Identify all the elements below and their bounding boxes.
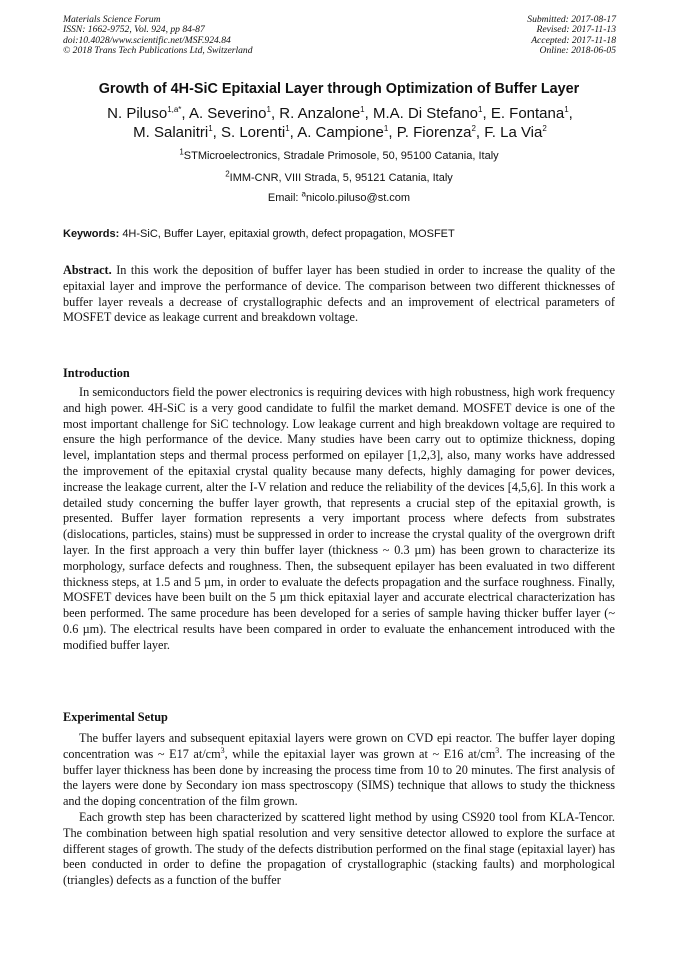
revised-date: Revised: 2017-11-13 [536,24,616,36]
paragraph: In semiconductors field the power electronics is requiring devices with high robustness, high work frequency and high power. 4H-SiC is a very good candidate to fulfil the market demand. MOSFET device is one of the most important challenge for SiC technology. Low leakage current and high breakdown voltage are required to ensure the high performance of the device. Many studies have been carry out to optimize thickness, doping level, implantation steps and thermal process performed on epilayer [1,2,3], also, many works have addressed the improvement of the epitaxial crystal quality because many defects, highly damaging for power devices, increase the leakage current, alter the I-V relation and reduce the reliability of the devices [4,5,6]. In this work a detailed study concerning the buffer layer growth, that represents a crucial step of the epitaxial growth, is presented. Buffer layer formation represents a very important process where defects from substrates (dislocations, particles, stains) must be suppressed in order to increase the crystal quality of the overgrown drift layer. In the first approach a very thin buffer layer (thickness ~ 0.3 µm) has been grown to characterize its morphology, surface defects and roughness. Then, the subsequent epilayer has been evaluated in two different thickness steps, at 1.5 and 5 µm, in order to evaluate the defects propagation and the surface roughness. Finally, MOSFET devices have been built on the 5 µm thick epitaxial layer and accurate electrical characterization has been performed. The same procedure has been developed for a series of sample having thicker buffer layer (~ 0.6 µm). The electrical results have been compared in order to evaluate the enhancement introduced with the modified buffer layer. [63,385,615,652]
online-date: Online: 2018-06-05 [539,45,616,57]
section-heading-introduction: Introduction [63,366,130,380]
experimental-body [63,731,615,889]
author: A. Campione$^1$ [297,124,389,141]
copyright-line: © 2018 Trans Tech Publications Ltd, Switzerland [63,45,253,57]
author: M. Salanitri$^1$ [133,124,213,141]
keywords: Keywords: 4H-SiC, Buffer Layer, epitaxial growth, defect propagation, MOSFET [63,228,455,240]
paper-title: Growth of 4H-SiC Epitaxial Layer through Optimization of Buffer Layer [98,81,580,97]
introduction-body [63,385,615,654]
author: F. La Via$^2$ [484,124,547,141]
journal-name: Materials Science Forum [63,14,161,25]
author: A. Severino$^1$ [188,105,271,122]
issn-line: ISSN: 1662-9752, Vol. 924, pp 84-87 [63,24,205,36]
author: E. Fontana$^1$ [490,105,569,122]
author-list: N. Piluso$^{1,a*}$, A. Severino$^1$, R. Anzalone$^1$, M.A. Di Stefano$^1$, E. Fontana$^1$, M. Salanitri$^1$, S. Lorenti$^1$, A. Campione$^1$, P. Fiorenza$^2$, F. La Via$^2$ [107,105,573,141]
paragraph: Each growth step has been characterized by scattered light method by using CS920 tool from KLA-Tencor. The combination between high spatial resolution and very sensitive detector allowed to explore the surface at different stages of growth. The study of the defects distribution performed on the final stage (epitaxial layer) has been conducted in order to define the propagation of crystallographic (stacking faults) and morphological (triangles) defects as a function of the buffer [63,809,615,888]
author: R. Anzalone$^1$ [279,105,365,122]
abstract-label: Abstract. [63,263,112,277]
author: N. Piluso$^{1,a*}$ [107,105,182,122]
dates-info [527,15,616,57]
submitted-date: Submitted: 2017-08-17 [527,14,616,25]
author: M.A. Di Stefano$^1$ [372,105,483,122]
contact-email: Email: $^a$nicolo.piluso@st.com [267,189,411,204]
abstract-text: In this work the deposition of buffer layer has been studied in order to increase the quality of the epitaxial layer and improve the performance of device. The comparison between two different thicknesses of buffer layer reveals a decrease of crystallographic defects and an improvement of electrical parameters of MOSFET device as leakage current and breakdown voltage. [63,263,616,325]
affiliation-2: $^2$IMM-CNR, VIII Strada, 5, 95121 Catania, Italy [225,169,453,184]
doi-line: doi:10.4028/www.scientific.net/MSF.924.84 [63,34,231,46]
accepted-date: Accepted: 2017-11-18 [531,34,616,46]
email-link[interactable]: nicolo.piluso@st.com [305,192,411,204]
author: S. Lorenti$^1$ [221,124,290,141]
author: P. Fiorenza$^2$ [396,124,476,141]
journal-info [63,15,253,57]
section-heading-experimental: Experimental Setup [63,710,168,724]
affiliation-1: $^1$STMicroelectronics, Stradale Primosole, 50, 95100 Catania, Italy [179,147,499,162]
paragraph: The buffer layers and subsequent epitaxial layers were grown on CVD epi reactor. The buffer layer doping concentration was ~ E17 $at/cm^3$, while the epitaxial layer was grown at ~ E16 $at/cm^3$. The increasing of the buffer layer thickness has been done by increasing the process time from 10 to 20 minutes. The first analysis of the layers were done by Secondary ion mass spectroscopy (SIMS) technique that allows to study the thickness and the doping concentration of the film grown. [63,731,615,809]
abstract [63,263,615,326]
